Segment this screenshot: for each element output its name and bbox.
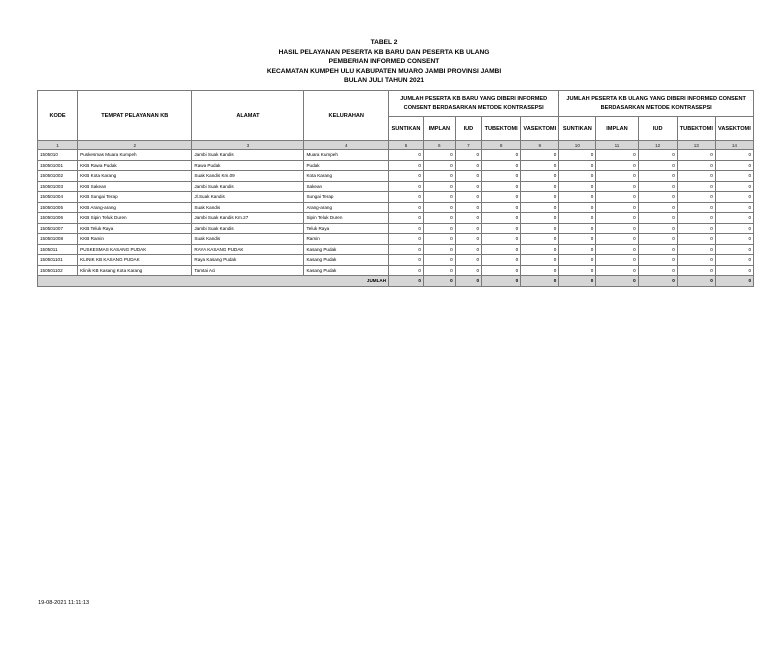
value-cell: 0 — [638, 213, 677, 224]
kode-cell: 150501101 — [38, 255, 78, 266]
table-number: TABEL 2 — [370, 39, 398, 46]
value-cell: 0 — [596, 150, 638, 161]
kelurahan-cell: Pudak — [304, 160, 389, 171]
column-number-cell: 8 — [482, 141, 521, 150]
value-cell: 0 — [521, 202, 559, 213]
kelurahan-cell: Muara Kumpeh — [304, 150, 389, 161]
header-kode: KODE — [38, 91, 78, 141]
value-cell: 0 — [638, 160, 677, 171]
header-alamat: ALAMAT — [192, 91, 304, 141]
value-cell: 0 — [482, 171, 521, 182]
column-number-cell: 11 — [596, 141, 638, 150]
value-cell: 0 — [455, 244, 481, 255]
kode-cell: 1505010 — [38, 150, 78, 161]
value-cell: 0 — [455, 255, 481, 266]
value-cell: 0 — [389, 255, 424, 266]
header-group-baru: JUMLAH PESERTA KB BARU YANG DIBERI INFORMED CONSENT BERDASARKAN METODE KONTRASEPSI — [389, 91, 559, 117]
value-cell: 0 — [715, 171, 753, 182]
value-cell: 0 — [389, 234, 424, 245]
value-cell: 0 — [389, 150, 424, 161]
report-period: BULAN JULI TAHUN 2021 — [343, 77, 425, 85]
value-cell: 0 — [389, 202, 424, 213]
kode-cell: 150501008 — [38, 234, 78, 245]
value-cell: 0 — [482, 202, 521, 213]
value-cell: 0 — [677, 171, 715, 182]
kode-cell: 150501006 — [38, 213, 78, 224]
header-group-ulang: JUMLAH PESERTA KB ULANG YANG DIBERI INFORMED CONSENT BERDASARKAN METODE KONTRASEPSI — [559, 91, 754, 117]
value-cell: 0 — [455, 234, 481, 245]
column-number-cell: 3 — [192, 141, 304, 150]
column-number-cell: 4 — [304, 141, 389, 150]
value-cell: 0 — [677, 192, 715, 203]
value-cell: 0 — [423, 255, 455, 266]
table-row — [38, 192, 754, 203]
value-cell: 0 — [455, 223, 481, 234]
value-cell: 0 — [715, 213, 753, 224]
value-cell: 0 — [455, 160, 481, 171]
value-cell: 0 — [423, 234, 455, 245]
value-cell: 0 — [677, 202, 715, 213]
value-cell: 0 — [638, 234, 677, 245]
value-cell: 0 — [389, 223, 424, 234]
value-cell: 0 — [482, 234, 521, 245]
column-number-cell: 9 — [521, 141, 559, 150]
value-cell: 0 — [423, 171, 455, 182]
kode-cell: 150501004 — [38, 192, 78, 203]
value-cell: 0 — [521, 171, 559, 182]
value-cell: 0 — [559, 244, 596, 255]
total-label: JUMLAH — [38, 276, 389, 287]
alamat-cell: Suak Kandis — [192, 202, 304, 213]
kode-cell: 150501005 — [38, 202, 78, 213]
value-cell: 0 — [423, 202, 455, 213]
kode-cell: 150501007 — [38, 223, 78, 234]
value-cell: 0 — [521, 265, 559, 276]
value-cell: 0 — [482, 244, 521, 255]
value-cell: 0 — [677, 265, 715, 276]
column-number-cell: 10 — [559, 141, 596, 150]
value-cell: 0 — [455, 150, 481, 161]
total-value-cell: 0 — [559, 276, 596, 287]
table-row — [38, 244, 754, 255]
value-cell: 0 — [389, 244, 424, 255]
value-cell: 0 — [677, 244, 715, 255]
value-cell: 0 — [677, 223, 715, 234]
value-cell: 0 — [596, 171, 638, 182]
total-value-cell: 0 — [455, 276, 481, 287]
kelurahan-cell: Sipin Teluk Duren — [304, 213, 389, 224]
header-method: TUBEKTOMI — [482, 117, 521, 141]
tempat-cell: KKB Teluk Raya — [78, 223, 192, 234]
value-cell: 0 — [482, 255, 521, 266]
header-method: SUNTIKAN — [559, 117, 596, 141]
alamat-cell: Raya Kasang Pudak — [192, 255, 304, 266]
value-cell: 0 — [638, 202, 677, 213]
value-cell: 0 — [715, 160, 753, 171]
value-cell: 0 — [677, 234, 715, 245]
value-cell: 0 — [559, 234, 596, 245]
value-cell: 0 — [521, 160, 559, 171]
table-row — [38, 160, 754, 171]
kelurahan-cell: Sungai Terap — [304, 192, 389, 203]
alamat-cell: Suak Kandis Km.09 — [192, 171, 304, 182]
value-cell: 0 — [521, 150, 559, 161]
kelurahan-cell: Kasang Pudak — [304, 244, 389, 255]
value-cell: 0 — [638, 192, 677, 203]
kode-cell: 150501001 — [38, 160, 78, 171]
value-cell: 0 — [715, 181, 753, 192]
value-cell: 0 — [677, 150, 715, 161]
value-cell: 0 — [423, 181, 455, 192]
value-cell: 0 — [521, 255, 559, 266]
value-cell: 0 — [389, 181, 424, 192]
value-cell: 0 — [596, 265, 638, 276]
value-cell: 0 — [596, 213, 638, 224]
table-row — [38, 213, 754, 224]
value-cell: 0 — [559, 192, 596, 203]
value-cell: 0 — [521, 192, 559, 203]
kode-cell: 150501102 — [38, 265, 78, 276]
value-cell: 0 — [638, 150, 677, 161]
column-number-cell: 7 — [455, 141, 481, 150]
tempat-cell: Puskesmas Muara Kumpeh — [78, 150, 192, 161]
alamat-cell: Jambi Suak Kandis — [192, 223, 304, 234]
table-row — [38, 150, 754, 161]
value-cell: 0 — [423, 213, 455, 224]
value-cell: 0 — [638, 171, 677, 182]
report-subtitle: PEMBERIAN INFORMED CONSENT — [328, 58, 440, 66]
value-cell: 0 — [559, 265, 596, 276]
table-row — [38, 181, 754, 192]
value-cell: 0 — [455, 202, 481, 213]
total-value-cell: 0 — [715, 276, 753, 287]
report-title: HASIL PELAYANAN PESERTA KB BARU DAN PESERTA KB ULANG — [278, 48, 490, 56]
header-method: IUD — [455, 117, 481, 141]
value-cell: 0 — [715, 255, 753, 266]
value-cell: 0 — [389, 265, 424, 276]
value-cell: 0 — [715, 150, 753, 161]
column-number-cell: 12 — [638, 141, 677, 150]
tempat-cell: KKB Kota Karang — [78, 171, 192, 182]
kode-cell: 150501002 — [38, 171, 78, 182]
alamat-cell: RAYA KASANG PUDAK — [192, 244, 304, 255]
tempat-cell: KLINIK KB KASANG PUDAK — [78, 255, 192, 266]
value-cell: 0 — [596, 160, 638, 171]
kelurahan-cell: Sakean — [304, 181, 389, 192]
value-cell: 0 — [423, 244, 455, 255]
tempat-cell: KKB Sipin Teluk Duren — [78, 213, 192, 224]
value-cell: 0 — [559, 213, 596, 224]
column-number-cell: 6 — [423, 141, 455, 150]
tempat-cell: KKB Rawa Pudak — [78, 160, 192, 171]
value-cell: 0 — [638, 181, 677, 192]
value-cell: 0 — [715, 244, 753, 255]
header-method: VASEKTOMI — [521, 117, 559, 141]
alamat-cell: Suak Kandis — [192, 234, 304, 245]
alamat-cell: Jambi Suak Kandis Km.27 — [192, 213, 304, 224]
value-cell: 0 — [677, 160, 715, 171]
value-cell: 0 — [677, 255, 715, 266]
value-cell: 0 — [559, 255, 596, 266]
header-method: IMPLAN — [596, 117, 638, 141]
value-cell: 0 — [559, 171, 596, 182]
value-cell: 0 — [423, 160, 455, 171]
header-method: VASEKTOMI — [715, 117, 753, 141]
value-cell: 0 — [715, 265, 753, 276]
value-cell: 0 — [715, 192, 753, 203]
value-cell: 0 — [389, 160, 424, 171]
value-cell: 0 — [482, 223, 521, 234]
tempat-cell: KKB Sakean — [78, 181, 192, 192]
header-method: TUBEKTOMI — [677, 117, 715, 141]
tempat-cell: KKB Ramin — [78, 234, 192, 245]
value-cell: 0 — [638, 265, 677, 276]
header-kelurahan: KELURAHAN — [304, 91, 389, 141]
table-row — [38, 171, 754, 182]
value-cell: 0 — [596, 244, 638, 255]
column-number-cell: 14 — [715, 141, 753, 150]
value-cell: 0 — [596, 223, 638, 234]
value-cell: 0 — [389, 192, 424, 203]
value-cell: 0 — [482, 150, 521, 161]
total-value-cell: 0 — [482, 276, 521, 287]
tempat-cell: Klinik KB Kasang Kota Karang — [78, 265, 192, 276]
value-cell: 0 — [596, 181, 638, 192]
value-cell: 0 — [455, 171, 481, 182]
kode-cell: 1505011 — [38, 244, 78, 255]
value-cell: 0 — [715, 234, 753, 245]
value-cell: 0 — [715, 202, 753, 213]
value-cell: 0 — [482, 265, 521, 276]
alamat-cell: Jambi Suak Kandis — [192, 181, 304, 192]
table-row — [38, 265, 754, 276]
value-cell: 0 — [596, 234, 638, 245]
alamat-cell: Jambi Suak Kandis — [192, 150, 304, 161]
value-cell: 0 — [559, 160, 596, 171]
kode-cell: 150501003 — [38, 181, 78, 192]
value-cell: 0 — [559, 202, 596, 213]
print-timestamp: 19-08-2021 11:11:13 — [38, 600, 90, 606]
value-cell: 0 — [521, 234, 559, 245]
value-cell: 0 — [423, 265, 455, 276]
value-cell: 0 — [423, 150, 455, 161]
value-cell: 0 — [521, 244, 559, 255]
value-cell: 0 — [521, 223, 559, 234]
alamat-cell: Jl.Suak Kandis — [192, 192, 304, 203]
value-cell: 0 — [638, 244, 677, 255]
kelurahan-cell: Kasang Pudak — [304, 265, 389, 276]
value-cell: 0 — [638, 255, 677, 266]
value-cell: 0 — [715, 223, 753, 234]
value-cell: 0 — [677, 213, 715, 224]
table-row — [38, 234, 754, 245]
alamat-cell: Tamtai Aci — [192, 265, 304, 276]
value-cell: 0 — [559, 223, 596, 234]
tempat-cell: KKB Sungai Terap — [78, 192, 192, 203]
value-cell: 0 — [423, 192, 455, 203]
column-number-cell: 1 — [38, 141, 78, 150]
total-row — [38, 276, 754, 287]
kelurahan-cell: Ramin — [304, 234, 389, 245]
kelurahan-cell: Teluk Raya — [304, 223, 389, 234]
value-cell: 0 — [638, 223, 677, 234]
kb-service-table — [37, 90, 754, 287]
total-value-cell: 0 — [596, 276, 638, 287]
table-row — [38, 202, 754, 213]
value-cell: 0 — [482, 160, 521, 171]
column-number-cell: 5 — [389, 141, 424, 150]
value-cell: 0 — [389, 213, 424, 224]
kelurahan-cell: Kasang Pudak — [304, 255, 389, 266]
tempat-cell: KKB Arang-arang — [78, 202, 192, 213]
column-number-cell: 2 — [78, 141, 192, 150]
total-value-cell: 0 — [521, 276, 559, 287]
value-cell: 0 — [455, 213, 481, 224]
total-value-cell: 0 — [423, 276, 455, 287]
column-number-row — [38, 141, 754, 150]
value-cell: 0 — [521, 213, 559, 224]
value-cell: 0 — [677, 181, 715, 192]
header-method: IUD — [638, 117, 677, 141]
kelurahan-cell: Arang-arang — [304, 202, 389, 213]
total-value-cell: 0 — [638, 276, 677, 287]
value-cell: 0 — [482, 181, 521, 192]
table-row — [38, 255, 754, 266]
header-tempat: TEMPAT PELAYANAN KB — [78, 91, 192, 141]
value-cell: 0 — [521, 181, 559, 192]
total-value-cell: 0 — [677, 276, 715, 287]
header-method: IMPLAN — [423, 117, 455, 141]
value-cell: 0 — [559, 150, 596, 161]
value-cell: 0 — [559, 181, 596, 192]
alamat-cell: Rawa Pudak — [192, 160, 304, 171]
report-location: KECAMATAN KUMPEH ULU KABUPATEN MUARO JAMBI PROVINSI JAMBI — [266, 67, 502, 75]
tempat-cell: PUSKESMAS KASANG PUDAK — [78, 244, 192, 255]
value-cell: 0 — [455, 181, 481, 192]
value-cell: 0 — [596, 202, 638, 213]
value-cell: 0 — [423, 223, 455, 234]
value-cell: 0 — [482, 213, 521, 224]
value-cell: 0 — [482, 192, 521, 203]
header-method: SUNTIKAN — [389, 117, 424, 141]
table-row — [38, 223, 754, 234]
report-title-block — [0, 38, 768, 86]
total-value-cell: 0 — [389, 276, 424, 287]
value-cell: 0 — [596, 255, 638, 266]
kelurahan-cell: Kota Karang — [304, 171, 389, 182]
value-cell: 0 — [389, 171, 424, 182]
value-cell: 0 — [596, 192, 638, 203]
value-cell: 0 — [455, 192, 481, 203]
value-cell: 0 — [455, 265, 481, 276]
column-number-cell: 13 — [677, 141, 715, 150]
